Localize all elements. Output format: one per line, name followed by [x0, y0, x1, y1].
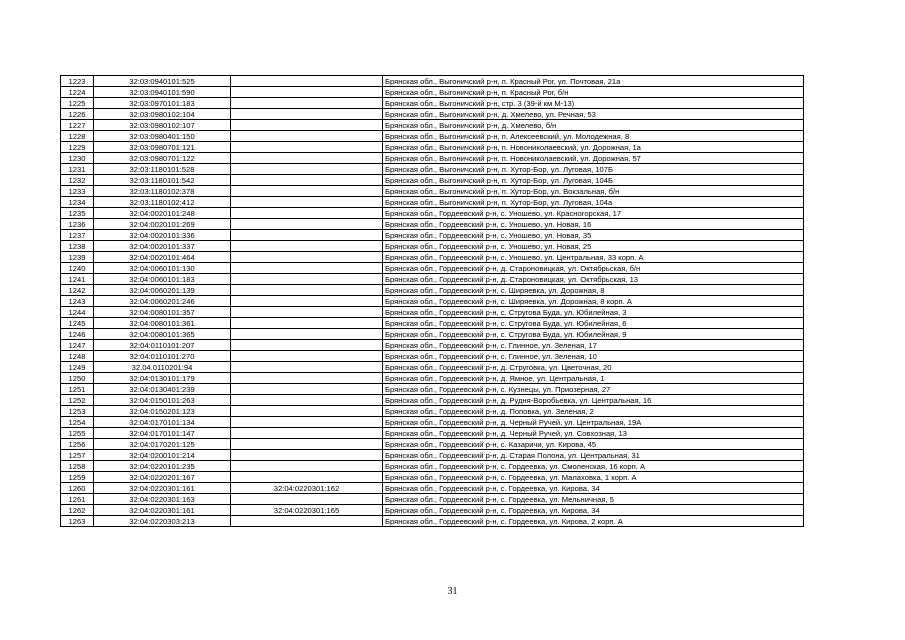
address-cell: Брянская обл., Выгоничский р-н, п. Хутор-Бор, ул. Луговая, 104Б	[383, 175, 804, 186]
related-cadastral-number-cell	[231, 164, 383, 175]
table-row	[61, 230, 804, 241]
address-cell: Брянская обл., Гордеевский р-н, д. Староновицкая, ул. Октябрьская, 13	[383, 274, 804, 285]
table-row	[61, 219, 804, 230]
related-cadastral-number-cell	[231, 307, 383, 318]
related-cadastral-number-cell	[231, 197, 383, 208]
cadastral-number-cell: 32:04:0110101:270	[94, 351, 231, 362]
cadastral-number-cell: 32:04:0080101:361	[94, 318, 231, 329]
address-cell: Брянская обл., Выгоничский р-н, п. Красный Рог, ул. Почтовая, 21а	[383, 76, 804, 87]
cadastral-number-cell: 32:04:0130401:239	[94, 384, 231, 395]
row-number-cell: 1239	[61, 252, 94, 263]
row-number-cell: 1256	[61, 439, 94, 450]
related-cadastral-number-cell	[231, 318, 383, 329]
address-cell: Брянская обл., Гордеевский р-н, с. Гордеевка, ул. Кирова, 2 корп. А	[383, 516, 804, 527]
row-number-cell: 1234	[61, 197, 94, 208]
cadastral-number-cell: 32:04:0170101:134	[94, 417, 231, 428]
related-cadastral-number-cell	[231, 153, 383, 164]
row-number-cell: 1240	[61, 263, 94, 274]
table-body	[61, 76, 804, 527]
table-row	[61, 318, 804, 329]
related-cadastral-number-cell	[231, 417, 383, 428]
address-cell: Брянская обл., Выгоничский р-н, д. Хмелево, б/н	[383, 120, 804, 131]
row-number-cell: 1247	[61, 340, 94, 351]
address-cell: Брянская обл., Выгоничский р-н, п. Новониколаевский, ул. Дорожная, 57	[383, 153, 804, 164]
table-row	[61, 208, 804, 219]
row-number-cell: 1238	[61, 241, 94, 252]
related-cadastral-number-cell	[231, 241, 383, 252]
table-row	[61, 450, 804, 461]
address-cell: Брянская обл., Гордеевский р-н, д. Рудня-Воробьевка, ул. Центральная, 16	[383, 395, 804, 406]
related-cadastral-number-cell	[231, 439, 383, 450]
related-cadastral-number-cell: 32:04:0220301:162	[231, 483, 383, 494]
address-cell: Брянская обл., Гордеевский р-н, д. Старая Полона, ул. Центральная, 31	[383, 450, 804, 461]
row-number-cell: 1258	[61, 461, 94, 472]
related-cadastral-number-cell	[231, 142, 383, 153]
table-row	[61, 516, 804, 527]
address-cell: Брянская обл., Гордеевский р-н, с. Струговa Буда, ул. Юбилейная, 3	[383, 307, 804, 318]
table-row	[61, 384, 804, 395]
related-cadastral-number-cell	[231, 98, 383, 109]
cadastral-number-cell: 32:03:1180102:412	[94, 197, 231, 208]
cadastral-number-cell: 32:03:1180101:542	[94, 175, 231, 186]
table-row	[61, 285, 804, 296]
table-row	[61, 197, 804, 208]
related-cadastral-number-cell	[231, 461, 383, 472]
related-cadastral-number-cell	[231, 263, 383, 274]
address-cell: Брянская обл., Гордеевский р-н, с. Глинное, ул. Зеленая, 17	[383, 340, 804, 351]
cadastral-number-cell: 32:04:0220303:213	[94, 516, 231, 527]
related-cadastral-number-cell	[231, 109, 383, 120]
cadastral-number-cell: 32:04:0170201:125	[94, 439, 231, 450]
cadastral-number-cell: 32:04:0200101:214	[94, 450, 231, 461]
table-row	[61, 329, 804, 340]
related-cadastral-number-cell	[231, 296, 383, 307]
row-number-cell: 1230	[61, 153, 94, 164]
address-cell: Брянская обл., Гордеевский р-н, д. Черный Ручей, ул. Совхозная, 13	[383, 428, 804, 439]
property-register-table	[60, 75, 804, 527]
table-row	[61, 76, 804, 87]
row-number-cell: 1228	[61, 131, 94, 142]
table-row	[61, 274, 804, 285]
table-row	[61, 98, 804, 109]
address-cell: Брянская обл., Гордеевский р-н, с. Гордеевка, ул. Кирова, 34	[383, 483, 804, 494]
related-cadastral-number-cell	[231, 516, 383, 527]
related-cadastral-number-cell	[231, 384, 383, 395]
table-row	[61, 109, 804, 120]
related-cadastral-number-cell	[231, 395, 383, 406]
cadastral-number-cell: 32:03:0940101:590	[94, 87, 231, 98]
row-number-cell: 1260	[61, 483, 94, 494]
related-cadastral-number-cell	[231, 472, 383, 483]
cadastral-number-cell: 32:04:0110101:207	[94, 340, 231, 351]
address-cell: Брянская обл., Гордеевский р-н, с. Уношево, ул. Новая, 35	[383, 230, 804, 241]
address-cell: Брянская обл., Гордеевский р-н, с. Гордеевка, ул. Мельничная, 5	[383, 494, 804, 505]
cadastral-number-cell: 32:03:0980102:104	[94, 109, 231, 120]
row-number-cell: 1244	[61, 307, 94, 318]
row-number-cell: 1254	[61, 417, 94, 428]
related-cadastral-number-cell	[231, 175, 383, 186]
cadastral-number-cell: 32:04:0060201:246	[94, 296, 231, 307]
table-row	[61, 164, 804, 175]
table-row	[61, 417, 804, 428]
row-number-cell: 1249	[61, 362, 94, 373]
address-cell: Брянская обл., Гордеевский р-н, д. Ямное, ул. Центральная, 1	[383, 373, 804, 384]
table-row	[61, 505, 804, 516]
table-row	[61, 296, 804, 307]
address-cell: Брянская обл., Гордеевский р-н, д. Староновицкая, ул. Октябрьская, б/н	[383, 263, 804, 274]
page-number: 31	[447, 586, 458, 597]
row-number-cell: 1245	[61, 318, 94, 329]
row-number-cell: 1253	[61, 406, 94, 417]
table-row	[61, 307, 804, 318]
table-row	[61, 241, 804, 252]
cadastral-number-cell: 32:03:0970101:183	[94, 98, 231, 109]
address-cell: Брянская обл., Гордеевский р-н, с. Струговa Буда, ул. Юбилейная, 6	[383, 318, 804, 329]
address-cell: Брянская обл., Гордеевский р-н, д. Черный Ручей, ул. Центральная, 19А	[383, 417, 804, 428]
address-cell: Брянская обл., Гордеевский р-н, с. Кузнецы, ул. Приозерная, 27	[383, 384, 804, 395]
address-cell: Брянская обл., Гордеевский р-н, с. Глинное, ул. Зеленая, 10	[383, 351, 804, 362]
row-number-cell: 1225	[61, 98, 94, 109]
related-cadastral-number-cell	[231, 362, 383, 373]
row-number-cell: 1231	[61, 164, 94, 175]
table-row	[61, 263, 804, 274]
table-row	[61, 87, 804, 98]
cadastral-number-cell: 32:04:0020101:336	[94, 230, 231, 241]
table-row	[61, 373, 804, 384]
row-number-cell: 1233	[61, 186, 94, 197]
address-cell: Брянская обл., Гордеевский р-н, с. Уношево, ул. Красногорская, 17	[383, 208, 804, 219]
related-cadastral-number-cell	[231, 340, 383, 351]
address-cell: Брянская обл., Выгоничский р-н, стр. 3 (39-й км М-13)	[383, 98, 804, 109]
row-number-cell: 1232	[61, 175, 94, 186]
row-number-cell: 1236	[61, 219, 94, 230]
address-cell: Брянская обл., Выгоничский р-н, п. Хутор-Бор, ул. Луговая, 107Б	[383, 164, 804, 175]
table-row	[61, 252, 804, 263]
address-cell: Брянская обл., Выгоничский р-н, п. Хутор-Бор, ул. Вокзальная, б/н	[383, 186, 804, 197]
related-cadastral-number-cell	[231, 285, 383, 296]
row-number-cell: 1255	[61, 428, 94, 439]
cadastral-number-cell: 32:04:0170101:147	[94, 428, 231, 439]
related-cadastral-number-cell	[231, 208, 383, 219]
table-row	[61, 472, 804, 483]
row-number-cell: 1229	[61, 142, 94, 153]
row-number-cell: 1226	[61, 109, 94, 120]
related-cadastral-number-cell	[231, 373, 383, 384]
table-row	[61, 351, 804, 362]
table-row	[61, 131, 804, 142]
cadastral-number-cell: 32.04.0110201:94	[94, 362, 231, 373]
cadastral-number-cell: 32:03:0980701:122	[94, 153, 231, 164]
related-cadastral-number-cell	[231, 329, 383, 340]
table-row	[61, 186, 804, 197]
address-cell: Брянская обл., Гордеевский р-н, с. Казаричи, ул. Кирова, 45	[383, 439, 804, 450]
cadastral-number-cell: 32:04:0220301:161	[94, 505, 231, 516]
related-cadastral-number-cell	[231, 87, 383, 98]
row-number-cell: 1241	[61, 274, 94, 285]
cadastral-number-cell: 32:04:0220301:163	[94, 494, 231, 505]
cadastral-number-cell: 32:04:0150101:263	[94, 395, 231, 406]
cadastral-number-cell: 32:03:1180101:528	[94, 164, 231, 175]
address-cell: Брянская обл., Гордеевский р-н, с. Уношево, ул. Центральная, 33 корп. А	[383, 252, 804, 263]
cadastral-number-cell: 32:04:0220301:161	[94, 483, 231, 494]
cadastral-number-cell: 32:04:0020101:269	[94, 219, 231, 230]
row-number-cell: 1246	[61, 329, 94, 340]
cadastral-number-cell: 32:04:0020101:464	[94, 252, 231, 263]
row-number-cell: 1227	[61, 120, 94, 131]
related-cadastral-number-cell	[231, 494, 383, 505]
row-number-cell: 1252	[61, 395, 94, 406]
address-cell: Брянская обл., Гордеевский р-н, д. Поповка, ул. Зеленая, 2	[383, 406, 804, 417]
address-cell: Брянская обл., Гордеевский р-н, с. Уношево, ул. Новая, 16	[383, 219, 804, 230]
related-cadastral-number-cell	[231, 274, 383, 285]
address-cell: Брянская обл., Гордеевский р-н, с. Ширяевка, ул. Дорожная, 8	[383, 285, 804, 296]
row-number-cell: 1235	[61, 208, 94, 219]
table-row	[61, 395, 804, 406]
row-number-cell: 1250	[61, 373, 94, 384]
address-cell: Брянская обл., Гордеевский р-н, с. Уношево, ул. Новая, 25	[383, 241, 804, 252]
cadastral-number-cell: 32:04:0060101:130	[94, 263, 231, 274]
cadastral-number-cell: 32:04:0150201:123	[94, 406, 231, 417]
row-number-cell: 1243	[61, 296, 94, 307]
table-row	[61, 175, 804, 186]
cadastral-number-cell: 32:03:0940101:525	[94, 76, 231, 87]
address-cell: Брянская обл., Гордеевский р-н, д. Струговка, ул. Цветочная, 20	[383, 362, 804, 373]
cadastral-number-cell: 32:04:0130101:179	[94, 373, 231, 384]
cadastral-number-cell: 32:04:0220101:235	[94, 461, 231, 472]
address-cell: Брянская обл., Гордеевский р-н, с. Ширяевка, ул. Дорожная, 8 корп. А	[383, 296, 804, 307]
related-cadastral-number-cell	[231, 428, 383, 439]
address-cell: Брянская обл., Гордеевский р-н, с. Гордеевка, ул. Смоленская, 16 корп. А	[383, 461, 804, 472]
row-number-cell: 1242	[61, 285, 94, 296]
table-row	[61, 406, 804, 417]
address-cell: Брянская обл., Гордеевский р-н, с. Гордеевка, ул. Кирова, 34	[383, 505, 804, 516]
related-cadastral-number-cell	[231, 252, 383, 263]
row-number-cell: 1223	[61, 76, 94, 87]
address-cell: Брянская обл., Выгоничский р-н, д. Хмелево, ул. Речная, 53	[383, 109, 804, 120]
cadastral-number-cell: 32:04:0080101:357	[94, 307, 231, 318]
related-cadastral-number-cell	[231, 131, 383, 142]
address-cell: Брянская обл., Гордеевский р-н, с. Струговa Буда, ул. Юбилейная, 9	[383, 329, 804, 340]
cadastral-number-cell: 32:03:0980102:107	[94, 120, 231, 131]
row-number-cell: 1261	[61, 494, 94, 505]
related-cadastral-number-cell	[231, 450, 383, 461]
table-row	[61, 340, 804, 351]
table-row	[61, 439, 804, 450]
related-cadastral-number-cell	[231, 406, 383, 417]
table-row	[61, 461, 804, 472]
table-row	[61, 362, 804, 373]
row-number-cell: 1237	[61, 230, 94, 241]
address-cell: Брянская обл., Выгоничский р-н, п. Новониколаевский, ул. Дорожная, 1а	[383, 142, 804, 153]
table-row	[61, 153, 804, 164]
table-row	[61, 428, 804, 439]
related-cadastral-number-cell: 32:04:0220301:165	[231, 505, 383, 516]
table-row	[61, 120, 804, 131]
cadastral-number-cell: 32:03:1180102:378	[94, 186, 231, 197]
cadastral-number-cell: 32:04:0060101:183	[94, 274, 231, 285]
related-cadastral-number-cell	[231, 120, 383, 131]
address-cell: Брянская обл., Выгоничский р-н, п. Красный Рог, б/н	[383, 87, 804, 98]
address-cell: Брянская обл., Гордеевский р-н, с. Гордеевка, ул. Малаховка, 1 корп. А	[383, 472, 804, 483]
cadastral-number-cell: 32:04:0080101:365	[94, 329, 231, 340]
related-cadastral-number-cell	[231, 351, 383, 362]
cadastral-number-cell: 32:04:0220201:167	[94, 472, 231, 483]
row-number-cell: 1262	[61, 505, 94, 516]
row-number-cell: 1248	[61, 351, 94, 362]
row-number-cell: 1263	[61, 516, 94, 527]
table-row	[61, 494, 804, 505]
related-cadastral-number-cell	[231, 76, 383, 87]
related-cadastral-number-cell	[231, 230, 383, 241]
cadastral-number-cell: 32:04:0020101:248	[94, 208, 231, 219]
row-number-cell: 1257	[61, 450, 94, 461]
address-cell: Брянская обл., Выгоничский р-н, п. Хутор-Бор, ул. Луговая, 104а	[383, 197, 804, 208]
row-number-cell: 1251	[61, 384, 94, 395]
cadastral-number-cell: 32:04:0020101:337	[94, 241, 231, 252]
cadastral-number-cell: 32:04:0060201:139	[94, 285, 231, 296]
row-number-cell: 1224	[61, 87, 94, 98]
table-row	[61, 142, 804, 153]
cadastral-number-cell: 32:03:0980701:121	[94, 142, 231, 153]
related-cadastral-number-cell	[231, 186, 383, 197]
row-number-cell: 1259	[61, 472, 94, 483]
related-cadastral-number-cell	[231, 219, 383, 230]
cadastral-number-cell: 32:03:0980401:150	[94, 131, 231, 142]
address-cell: Брянская обл., Выгоничский р-н, п. Алексеевский, ул. Молодежная, 8	[383, 131, 804, 142]
table-row	[61, 483, 804, 494]
